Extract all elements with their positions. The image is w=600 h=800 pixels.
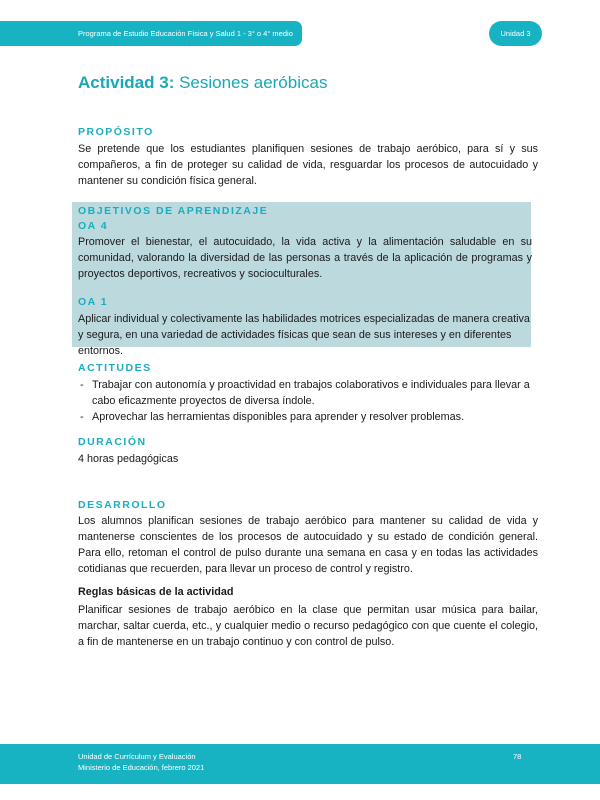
oa1-label: OA 1 [78,296,109,308]
proposito-label: PROPÓSITO [78,126,154,138]
reglas-heading: Reglas básicas de la actividad [78,586,234,598]
activity-number: Actividad 3: [78,73,175,92]
list-item [78,409,540,425]
desarrollo-text: Los alumnos planifican sesiones de trabajo aeróbico para mantener su calidad de vida y mantenerse conscientes de los procesos de autocuidado y su estado de condición general. Para ello, retoman el control de pulso durante una semana en casa y en todas las actividades cotidianas que recuerden, para llevar un proceso de control y registro. [78,515,538,575]
dash-bullet: - [80,379,84,391]
actitudes-list [78,377,540,425]
reglas-text: Planificar sesiones de trabajo aeróbico en la clase que permitan usar música para bailar, marchar, saltar cuerda, etc., y cualquier medio o recurso pedagógico con que cuente el colegio, a fin de mantenerse en un trabajo continuo y con control de pulso. [78,604,538,648]
proposito-text: Se pretende que los estudiantes planifiquen sesiones de trabajo aeróbico, para sí y sus compañeros, a fin de proteger su calidad de vida, resguardar los procesos de autocuidado y mantener su condición física general. [78,143,538,187]
page-title [78,73,327,93]
unit-badge: Unidad 3 [489,21,542,46]
footer-ministry: Ministerio de Educación, febrero 2021 [78,763,205,772]
objetivos-label: OBJETIVOS DE APRENDIZAJE [78,205,269,217]
footer-unit: Unidad de Currículum y Evaluación [78,752,196,761]
duracion-label: DURACIÓN [78,436,147,448]
page-number: 78 [513,752,522,761]
activity-name: Sesiones aeróbicas [174,73,328,92]
actitudes-label: ACTITUDES [78,362,152,374]
actitud-text: Aprovechar las herramientas disponibles para aprender y resolver problemas. [92,411,465,423]
desarrollo-label: DESARROLLO [78,499,167,511]
dash-bullet: - [80,411,84,423]
oa1-text: Aplicar individual y colectivamente las habilidades motrices especializadas de manera creativa y segura, en una variedad de actividades físicas que sean de sus intereses y en diferentes entornos. [78,313,530,357]
actitud-text: Trabajar con autonomía y proactividad en trabajos colaborativos e individuales para llevar a cabo eficazmente proyectos de diversa índole. [92,379,530,407]
oa4-label: OA 4 [78,220,109,232]
list-item [78,377,540,409]
duracion-text: 4 horas pedagógicas [78,453,179,465]
oa4-text: Promover el bienestar, el autocuidado, la vida activa y la alimentación saludable en su comunidad, valorando la diversidad de las personas a través de la aplicación de programas y proyectos deportivos, recreativos y socioculturales. [78,236,532,280]
program-title: Programa de Estudio Educación Física y Salud 1 - 3° o 4° medio [78,29,293,38]
